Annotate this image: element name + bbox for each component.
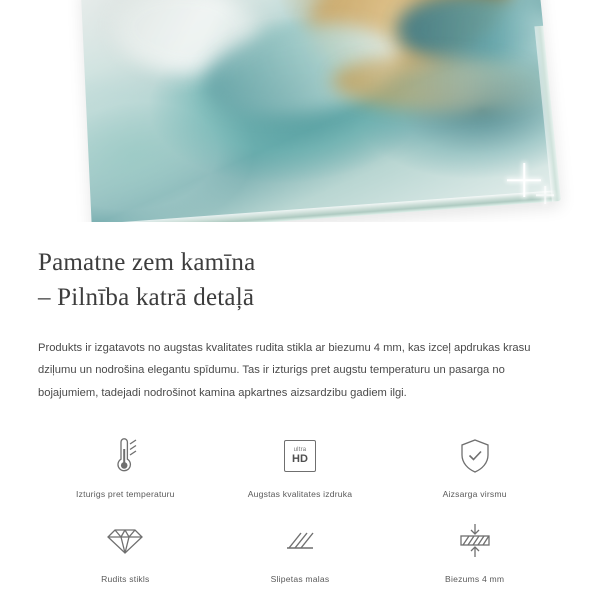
ultra-hd-badge-bottom: HD — [292, 453, 308, 466]
feature-label: Izturigs pret temperaturu — [76, 489, 175, 500]
thickness-icon — [455, 519, 495, 563]
page-title-line-1: Pamatne zem kamīna — [38, 249, 256, 276]
feature-item-print-quality — [213, 434, 388, 499]
ultra-hd-badge-top: ultra — [293, 447, 307, 454]
feature-item-thickness — [387, 519, 562, 584]
feature-item-tempered-glass — [38, 519, 213, 584]
shield-check-icon — [458, 434, 492, 478]
feature-label: Biezums 4 mm — [445, 574, 505, 585]
glass-edge-right — [534, 26, 560, 201]
description-paragraph: Produkts ir izgatavots no augstas kvalitates rudita stikla ar biezumu 4 mm, kas izceļ apdrukas krasu dziļumu un nodrošina elegantu spīdumu. Tas ir izturigs pret augstu temperaturu un pasarga no bojajumiem, tadejadi nodrošinot kamina apkartnes aizsardzibu gadiem ilgi. — [38, 342, 531, 399]
feature-label: Aizsarga virsmu — [442, 489, 507, 500]
thermometer-icon — [107, 434, 143, 478]
feature-item-surface-protection — [387, 434, 562, 499]
hero-image-section — [0, 0, 600, 222]
marble-glass-panel-image — [81, 0, 561, 222]
content-area — [0, 246, 600, 584]
page-title — [38, 246, 562, 315]
glass-edge-bottom — [92, 190, 561, 222]
feature-label: Rudits stikls — [101, 574, 150, 585]
feature-label: Slipetas malas — [270, 574, 330, 585]
polished-edges-icon — [281, 519, 319, 563]
diamond-icon — [106, 519, 144, 563]
feature-grid — [38, 434, 562, 584]
feature-item-polished-edges — [213, 519, 388, 584]
feature-item-temperature — [38, 434, 213, 499]
feature-label: Augstas kvalitates izdruka — [247, 489, 353, 500]
page-title-line-2: – Pilnība katrā detaļā — [38, 283, 255, 311]
ultra-hd-icon — [284, 434, 316, 478]
